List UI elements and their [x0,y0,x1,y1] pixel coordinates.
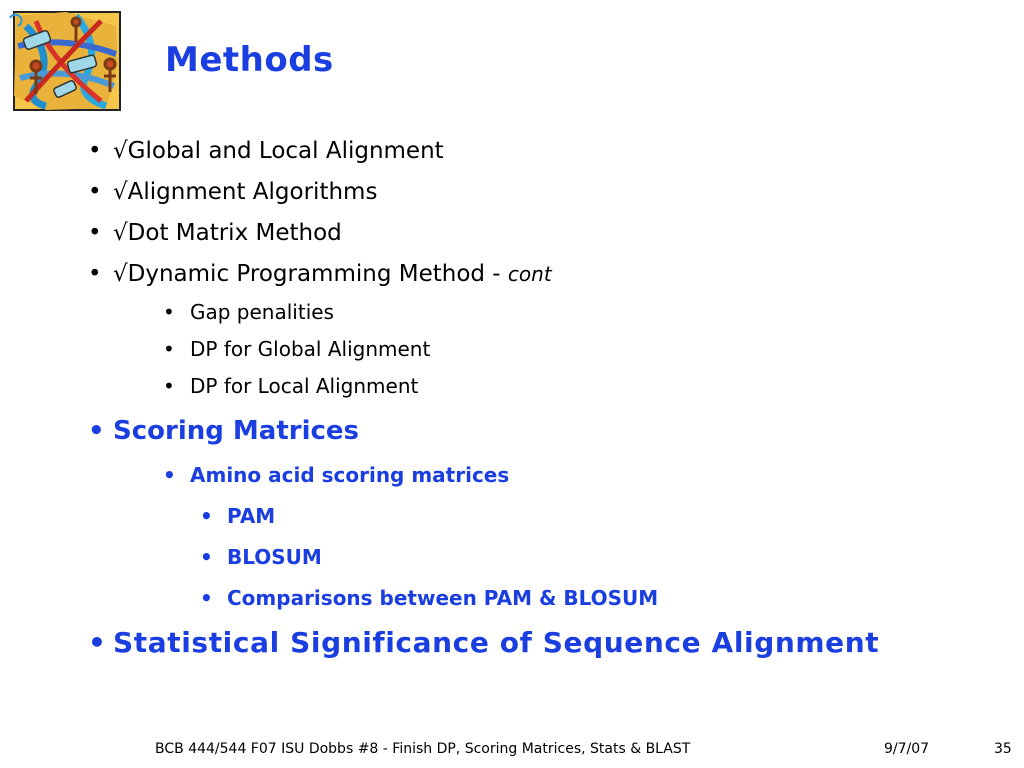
list-item-alignment-algorithms [88,177,377,207]
bullet: • [88,626,107,659]
bullet: • [163,463,176,487]
list-item-text: Scoring Matrices [113,416,360,446]
bullet: • [88,179,102,205]
list-item-text: Global and Local Alignment [127,138,444,164]
list-item-statistical-significance [88,626,879,660]
footer-page-number: 35 [994,741,1012,757]
bullet: • [163,374,175,398]
dna-clipart-icon [6,6,128,114]
bullet: • [88,138,102,164]
subitem-blosum [200,544,322,570]
list-item-text: Gap penalities [190,300,334,324]
bullet: • [88,220,102,246]
list-item-text: Alignment Algorithms [127,179,378,205]
slide-title: Methods [165,40,334,80]
subitem-dp-local [163,373,418,399]
slide-footer [0,739,1024,759]
list-item-text: Amino acid scoring matrices [190,463,510,487]
checkmark: √ [113,261,128,287]
bullet: • [200,504,213,528]
bullet: • [200,586,213,610]
subitem-amino-acid-matrices [163,462,509,488]
bullet: • [163,300,175,324]
footer-course: BCB 444/544 F07 ISU Dobbs #8 - Finish DP, Scoring Matrices, Stats & BLAST [155,741,691,757]
list-item-suffix: cont [507,262,552,286]
checkmark: √ [113,179,128,205]
list-item-text: Statistical Significance of Sequence Alignment [113,626,880,659]
bullet: • [88,261,102,287]
footer-date: 9/7/07 [884,741,930,757]
list-item-text: BLOSUM [227,545,322,569]
checkmark: √ [113,138,128,164]
list-item-dot-matrix [88,218,342,248]
list-item-text: DP for Global Alignment [190,337,431,361]
subitem-gap-penalities [163,299,334,325]
bullet: • [163,337,175,361]
list-item-scoring-matrices [88,415,359,447]
list-item-text: PAM [227,504,276,528]
list-item-global-local [88,136,444,166]
list-item-text: Comparisons between PAM & BLOSUM [227,586,659,610]
bullet: • [88,416,105,446]
subitem-dp-global [163,336,430,362]
list-item-text: DP for Local Alignment [190,374,419,398]
checkmark: √ [113,220,128,246]
subitem-comparisons [200,585,658,611]
subitem-pam [200,503,275,529]
list-item-text: Dynamic Programming Method - [127,261,508,287]
list-item-dynamic-programming [88,259,552,289]
list-item-text: Dot Matrix Method [127,220,342,246]
bullet: • [200,545,213,569]
